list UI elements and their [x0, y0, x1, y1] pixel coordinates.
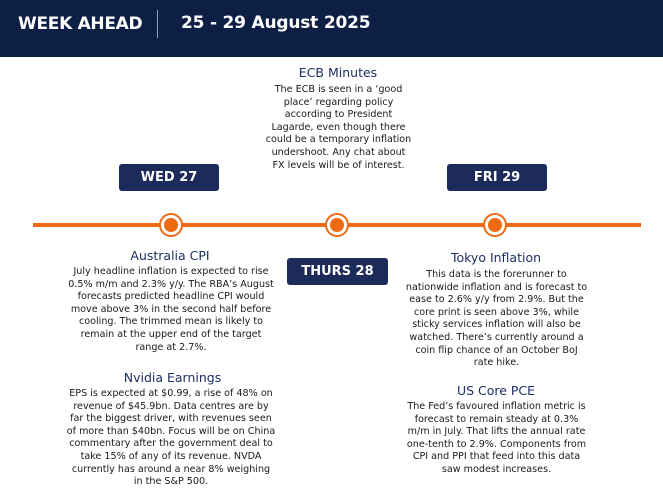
day-label-fri: FRI 29	[447, 164, 547, 191]
timeline-marker-wed	[161, 215, 181, 235]
event-title-ecb: ECB Minutes	[298, 65, 378, 80]
header-bar	[0, 0, 663, 57]
header-divider	[157, 10, 158, 38]
event-body-nvidia: EPS is expected at $0.99, a rise of 48% on revenue of $45.9bn. Data centres are by far the biggest driver, with revenues seen of more than $40bn. Focus will be on China commentary after the government deal to take 15% of any of its revenue. NVDA currently has around a near 8% weighing in the S&P 500.	[66, 388, 276, 488]
event-title-nvidia: Nvidia Earnings	[123, 370, 222, 385]
timeline-marker-thu	[327, 215, 347, 235]
event-body-us-pce: The Fed’s favoured inflation metric is forecast to remain steady at 0.3% m/m in July. That lifts the annual rate one-tenth to 2.9%. Components from CPI and PPI that feed into this data saw modest increases.	[406, 401, 587, 475]
event-title-us-pce: US Core PCE	[456, 383, 536, 398]
event-title-tokyo: Tokyo Inflation	[450, 250, 542, 265]
day-label-wed: WED 27	[119, 164, 219, 191]
event-body-ecb: The ECB is seen in a ‘good place’ regarding policy according to President Lagarde, even though there could be a temporary inflation undershoot. Any chat about FX levels will be of interest.	[265, 84, 412, 171]
date-range: 25 - 29 August 2025	[181, 13, 371, 33]
timeline-marker-fri	[485, 215, 505, 235]
day-label-thu: THURS 28	[287, 258, 388, 285]
event-body-tokyo: This data is the forerunner to nationwide inflation and is forecast to ease to 2.6% y/y from 2.9%. But the core print is seen above 3%, while sticky services inflation will also be watched. There’s currently around a coin flip chance of an October BoJ rate hike.	[405, 269, 588, 369]
event-body-australia-cpi: July headline inflation is expected to rise 0.5% m/m and 2.3% y/y. The RBA’s August forecasts predicted headline CPI would move above 3% in the second half before cooling. The trimmed mean is likely to remain at the upper end of the target range at 2.7%.	[68, 266, 274, 353]
event-title-australia-cpi: Australia CPI	[130, 248, 210, 263]
page-title: WEEK AHEAD	[18, 14, 143, 34]
